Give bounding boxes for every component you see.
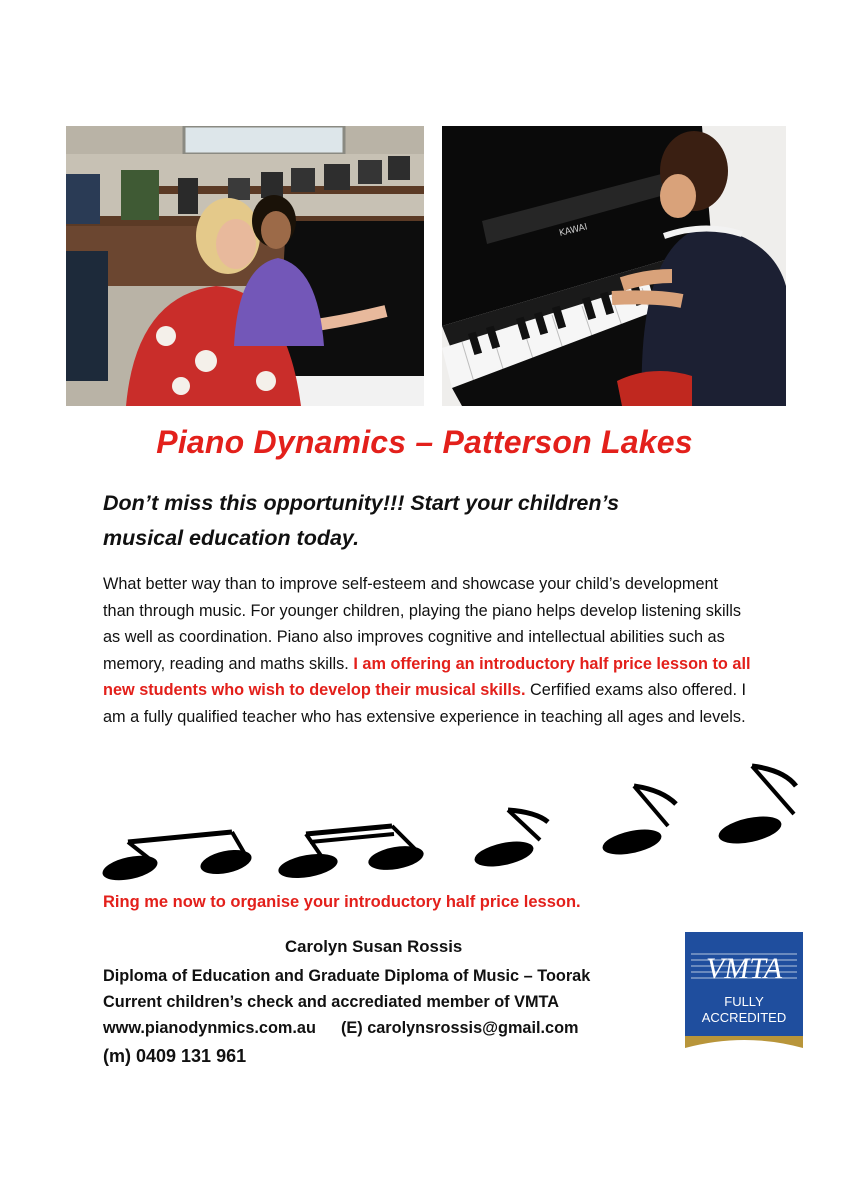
piano-brand-label: KAWAI bbox=[558, 222, 589, 239]
headline-line-2: musical education today. bbox=[103, 526, 360, 550]
body-text-intro: What better way than to improve self-esteem and showcase your child’s development than through music. For younger children, playing the piano helps develop listening skills as well as coordination. Piano also improves cognitive and intellectual abilities such as memory, reading and maths skills. bbox=[103, 575, 742, 673]
vmta-logo-text: VMTA bbox=[705, 952, 783, 985]
eighth-note-icon bbox=[472, 810, 548, 871]
website-link[interactable]: www.pianodynmics.com.au bbox=[103, 1019, 316, 1037]
boy-at-piano-photo bbox=[442, 126, 786, 406]
headline-line-1: Don’t miss this opportunity!!! Start your children’s bbox=[103, 491, 620, 515]
eighth-note-icon bbox=[600, 786, 676, 859]
offer-highlight: I am offering an introductory half price lesson to all new students who wish to develop their musical skills. bbox=[103, 654, 751, 700]
call-to-action: Ring me now to organise your introductory half price lesson. bbox=[103, 893, 581, 911]
email-link[interactable]: (E) carolynsrossis@gmail.com bbox=[340, 1019, 579, 1037]
teacher-student-photo bbox=[66, 126, 424, 406]
teacher-name: Carolyn Susan Rossis bbox=[285, 937, 463, 956]
headline bbox=[103, 486, 743, 556]
page-title: Piano Dynamics – Patterson Lakes bbox=[156, 424, 693, 460]
music-notes-decoration bbox=[96, 760, 816, 890]
eighth-note-icon bbox=[716, 766, 796, 848]
badge-line-2: ACCREDITED bbox=[701, 1010, 787, 1025]
vmta-accreditation-badge bbox=[685, 932, 803, 1048]
beamed-notes-icon bbox=[100, 832, 253, 885]
qualifications: Diploma of Education and Graduate Diploma of Music – Toorak bbox=[103, 967, 591, 985]
contact-block bbox=[103, 936, 683, 1069]
contact-web-email bbox=[103, 1015, 683, 1041]
body-paragraph bbox=[103, 571, 753, 731]
phone-number: (m) 0409 131 961 bbox=[103, 1046, 247, 1066]
membership: Current children’s check and accrediated member of VMTA bbox=[103, 993, 560, 1011]
badge-line-1: FULLY bbox=[724, 994, 764, 1009]
beamed-sixteenth-notes-icon bbox=[277, 826, 426, 882]
body-text-closing: Cerfified exams also offered. I am a fully qualified teacher who has extensive experience in teaching all ages and levels. bbox=[103, 681, 747, 726]
